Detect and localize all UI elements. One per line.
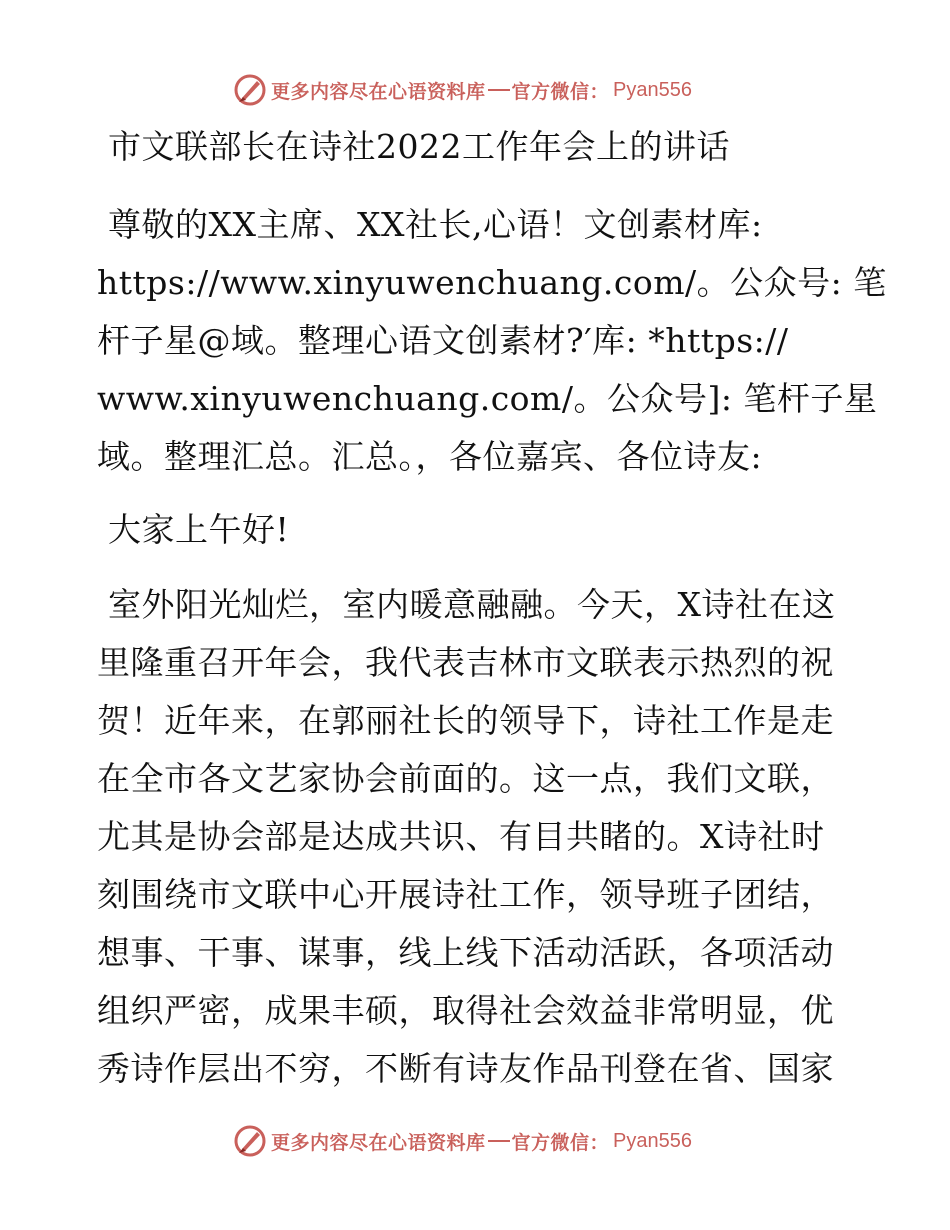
paragraph-line: 室外阳光灿烂，室内暖意融融。今天，X诗社在这 [108, 585, 836, 624]
paragraph-line: 秀诗作层出不穷，不断有诗友作品刊登在省、国家 [97, 1049, 834, 1088]
watermark-banner-bottom [233, 1123, 692, 1159]
paragraph-line: 想事、干事、谋事，线上线下活动活跃，各项活动 [97, 933, 834, 972]
text-line: 域。整理汇总。汇总。，各位嘉宾、各位诗友: [97, 437, 763, 476]
watermark-dash [488, 1140, 510, 1142]
paragraph-line: 刻围绕市文联中心开展诗社工作，领导班子团结， [97, 875, 834, 914]
watermark-account: Pyan556 [613, 78, 692, 101]
paragraph-line: 尤其是协会部是达成共识、有目共睹的。X诗社时 [97, 817, 825, 856]
brush-logo-icon [233, 1124, 267, 1158]
text-line: https://www.xinyuwenchuang.com/。公众号: 笔 [97, 263, 887, 302]
watermark-suffix: 官方微信： [511, 80, 610, 103]
watermark-banner-top [233, 72, 692, 108]
salutation-line: 尊敬的XX主席、XX社长,心语！文创素材库: [108, 205, 763, 244]
document-title: 市文联部长在诗社2022工作年会上的讲话 [108, 127, 730, 166]
greeting-line: 大家上午好! [108, 510, 290, 549]
paragraph-line: 贺！近年来，在郭丽社长的领导下，诗社工作是走 [97, 701, 834, 740]
paragraph-line: 里隆重召开年会，我代表吉林市文联表示热烈的祝 [97, 643, 834, 682]
text-line: www.xinyuwenchuang.com/。公众号]: 笔杆子星 [97, 379, 878, 418]
paragraph-line: 组织严密，成果丰硕，取得社会效益非常明显，优 [97, 991, 834, 1030]
watermark-suffix: 官方微信： [511, 1131, 610, 1154]
watermark-account: Pyan556 [613, 1129, 692, 1152]
paragraph-line: 在全市各文艺家协会前面的。这一点，我们文联， [97, 759, 834, 798]
text-line: 杆子星@域。整理心语文创素材?′库: *https:// [97, 321, 789, 360]
watermark-dash [488, 89, 510, 91]
brush-logo-icon [233, 73, 267, 107]
watermark-text: 更多内容尽在心语资料库 [271, 80, 486, 103]
watermark-text: 更多内容尽在心语资料库 [271, 1131, 486, 1154]
